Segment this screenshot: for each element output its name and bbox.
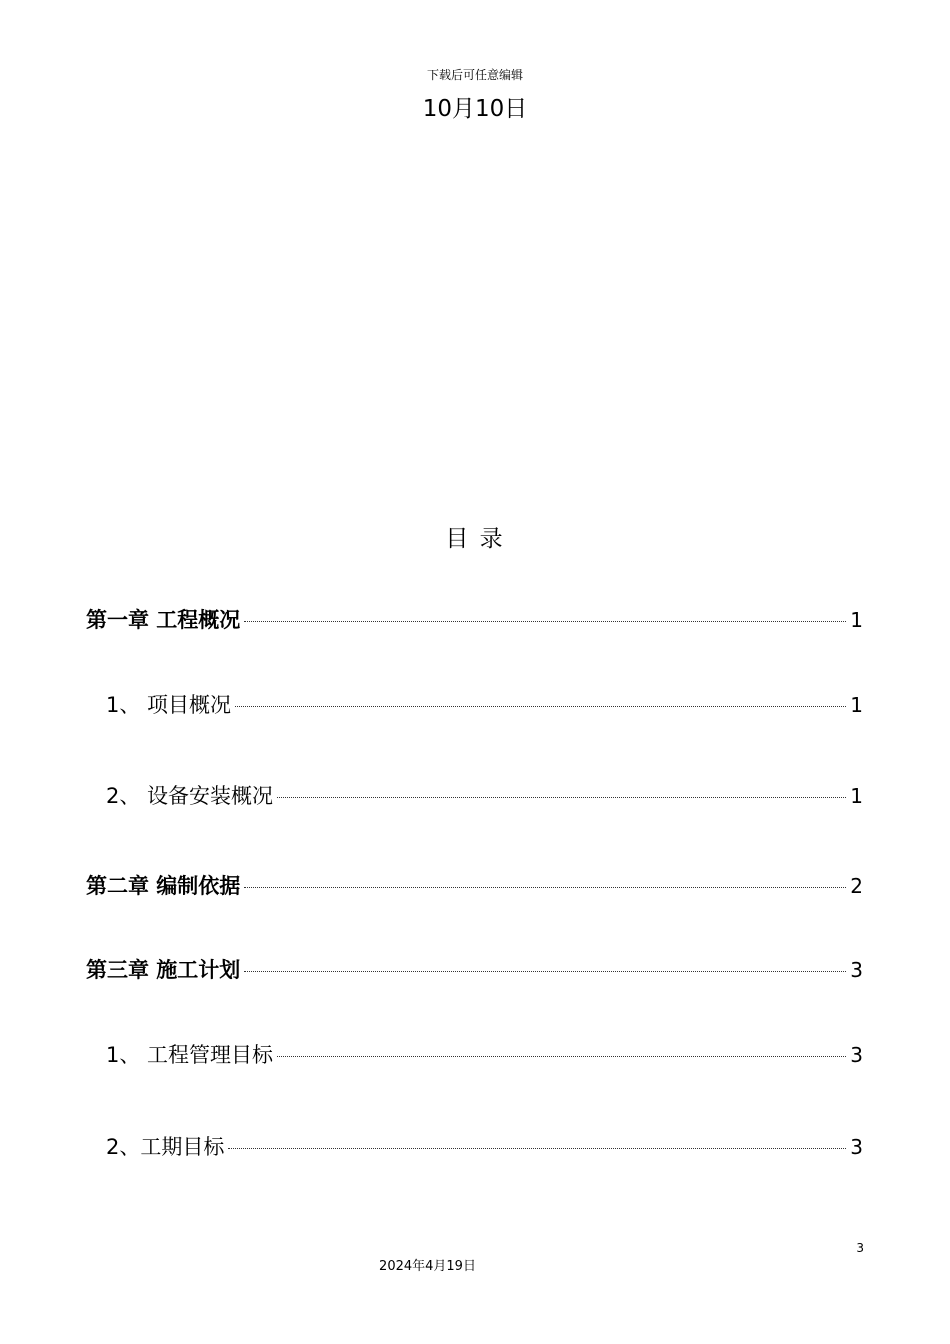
toc-page-number: 2 [850,874,863,898]
toc-page-number: 1 [850,608,863,632]
toc-dot-leader [235,706,846,707]
toc-page-number: 1 [850,784,863,808]
toc-entry-chapter-2[interactable] [86,871,863,901]
toc-dot-leader [244,971,846,972]
toc-entry-chapter-1[interactable] [86,605,863,635]
toc-dot-leader [277,1056,846,1057]
toc-dot-leader [244,621,846,622]
toc-entry-text: 2、工期目标 [106,1135,225,1159]
toc-dot-leader [277,797,846,798]
toc-entry-project-overview[interactable] [106,690,863,720]
toc-entry-text: 第一章 工程概况 [86,608,241,632]
document-date: 10月10日 [422,96,528,122]
toc-entry-text: 1、 工程管理目标 [106,1043,274,1067]
toc-title: 目 录 [445,526,505,552]
toc-page-number: 3 [850,1043,863,1067]
toc-page-number: 1 [850,693,863,717]
toc-dot-leader [228,1148,846,1149]
header-note: 下载后可任意编辑 [426,68,523,82]
toc-entry-text: 第二章 编制依据 [86,874,241,898]
toc-entry-schedule-goals[interactable] [106,1132,863,1162]
toc-entry-equipment-installation[interactable] [106,781,863,811]
toc-entry-text: 第三章 施工计划 [86,958,241,982]
toc-entry-chapter-3[interactable] [86,955,863,985]
page-number: 3 [856,1241,864,1255]
toc-entry-text: 2、 设备安装概况 [106,784,274,808]
toc-page-number: 3 [850,1135,863,1159]
toc-entry-text: 1、 项目概况 [106,693,232,717]
toc-dot-leader [244,887,846,888]
toc-page-number: 3 [850,958,863,982]
toc-entry-management-goals[interactable] [106,1040,863,1070]
footer-date: 2024年4月19日 [379,1259,476,1274]
